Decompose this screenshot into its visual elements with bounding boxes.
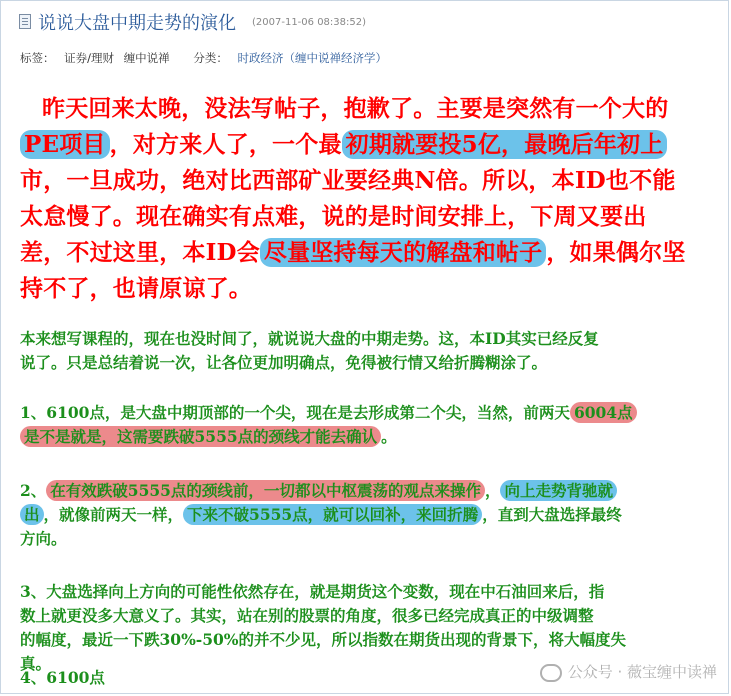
text-line: 说了。只是总结着说一次，让各位更加明确点，免得被行情又给折腾糊涂了。 — [20, 353, 548, 372]
tag-link[interactable]: 证券/理财 — [64, 51, 115, 65]
highlight-red: 是不是就是，这需要跌破5555点的颈线才能去确认 — [20, 426, 381, 447]
paragraph-point-1 — [20, 401, 720, 449]
category-link[interactable]: 时政经济（缠中说禅经济学） — [237, 51, 387, 65]
watermark-text: 公众号 · 薇宝缠中读禅 — [567, 663, 717, 681]
paragraph-point-2 — [20, 479, 720, 551]
text-span: 持不了，也请原谅了。 — [20, 275, 252, 302]
text-span: ，对方来人了，一个最 — [109, 131, 342, 158]
text-span: ， — [484, 481, 501, 500]
highlight-blue: PE项目 — [20, 130, 110, 159]
document-icon — [19, 14, 31, 29]
text-line: 4、6100点 — [20, 668, 105, 687]
highlight-blue: 向上走势背驰就 — [500, 480, 617, 501]
highlight-red: 6004点 — [570, 402, 637, 423]
highlight-blue: 尽量坚持每天的解盘和帖子 — [260, 238, 546, 267]
text-span: ，就像前两天一样， — [43, 505, 184, 524]
text-span: 太怠慢了。现在确实有点难，说的是时间安排上，下周又要出 — [20, 203, 647, 230]
watermark — [540, 661, 717, 682]
text-span: 差，不过这里，本ID会 — [20, 239, 260, 266]
text-span: 2、 — [20, 481, 47, 500]
text-line: 真。 — [20, 654, 52, 673]
highlight-blue: 初期就要投5亿，最晚后年初上 — [342, 130, 668, 159]
highlight-blue: 出 — [20, 504, 44, 525]
paragraph-intro-trend — [20, 327, 720, 375]
article-date: (2007-11-06 08:38:52) — [252, 17, 367, 28]
text-span: 方向。 — [20, 529, 67, 548]
category-label: 分类： — [193, 51, 228, 65]
text-span: 市，一旦成功，绝对比西部矿业要经典N倍。所以，本ID也不能 — [20, 167, 676, 194]
text-line: 本来想写课程的，现在也没时间了，就说说大盘的中期走势。这，本ID其实已经反复 — [20, 329, 599, 348]
intro-paragraph — [20, 91, 710, 307]
text-line: 3、大盘选择向上方向的可能性依然存在，就是期货这个变数，现在中石油回来后，指 — [20, 582, 605, 601]
tags-label: 标签： — [20, 51, 55, 65]
text-span: ，直到大盘选择最终 — [482, 505, 622, 524]
text-span: 1、6100点，是大盘中期顶部的一个尖，现在是去形成第二个尖，当然，前两天 — [20, 403, 570, 422]
text-line: 数上就更没多大意义了。其实，站在别的股票的角度，很多已经完成真正的中级调整 — [20, 606, 594, 625]
tag-bar — [20, 50, 393, 66]
text-line: 的幅度，最近一下跌30%-50%的并不少见，所以指数在期货出现的背景下，将大幅度失 — [20, 630, 627, 649]
tag-link[interactable]: 缠中说禅 — [123, 51, 170, 65]
article-title[interactable]: 说说大盘中期走势的演化 — [38, 13, 236, 34]
text-span: 。 — [381, 427, 397, 446]
wechat-icon — [540, 664, 562, 682]
highlight-blue: 下来不破5555点，就可以回补，来回折腾 — [183, 504, 482, 525]
text-span: 昨天回来太晚，没法写帖子，抱歉了。主要是突然有一个大的 — [42, 95, 669, 122]
text-span: ，如果偶尔坚 — [546, 239, 686, 266]
highlight-red: 在有效跌破5555点的颈线前，一切都以中枢震荡的观点来操作 — [46, 480, 485, 501]
